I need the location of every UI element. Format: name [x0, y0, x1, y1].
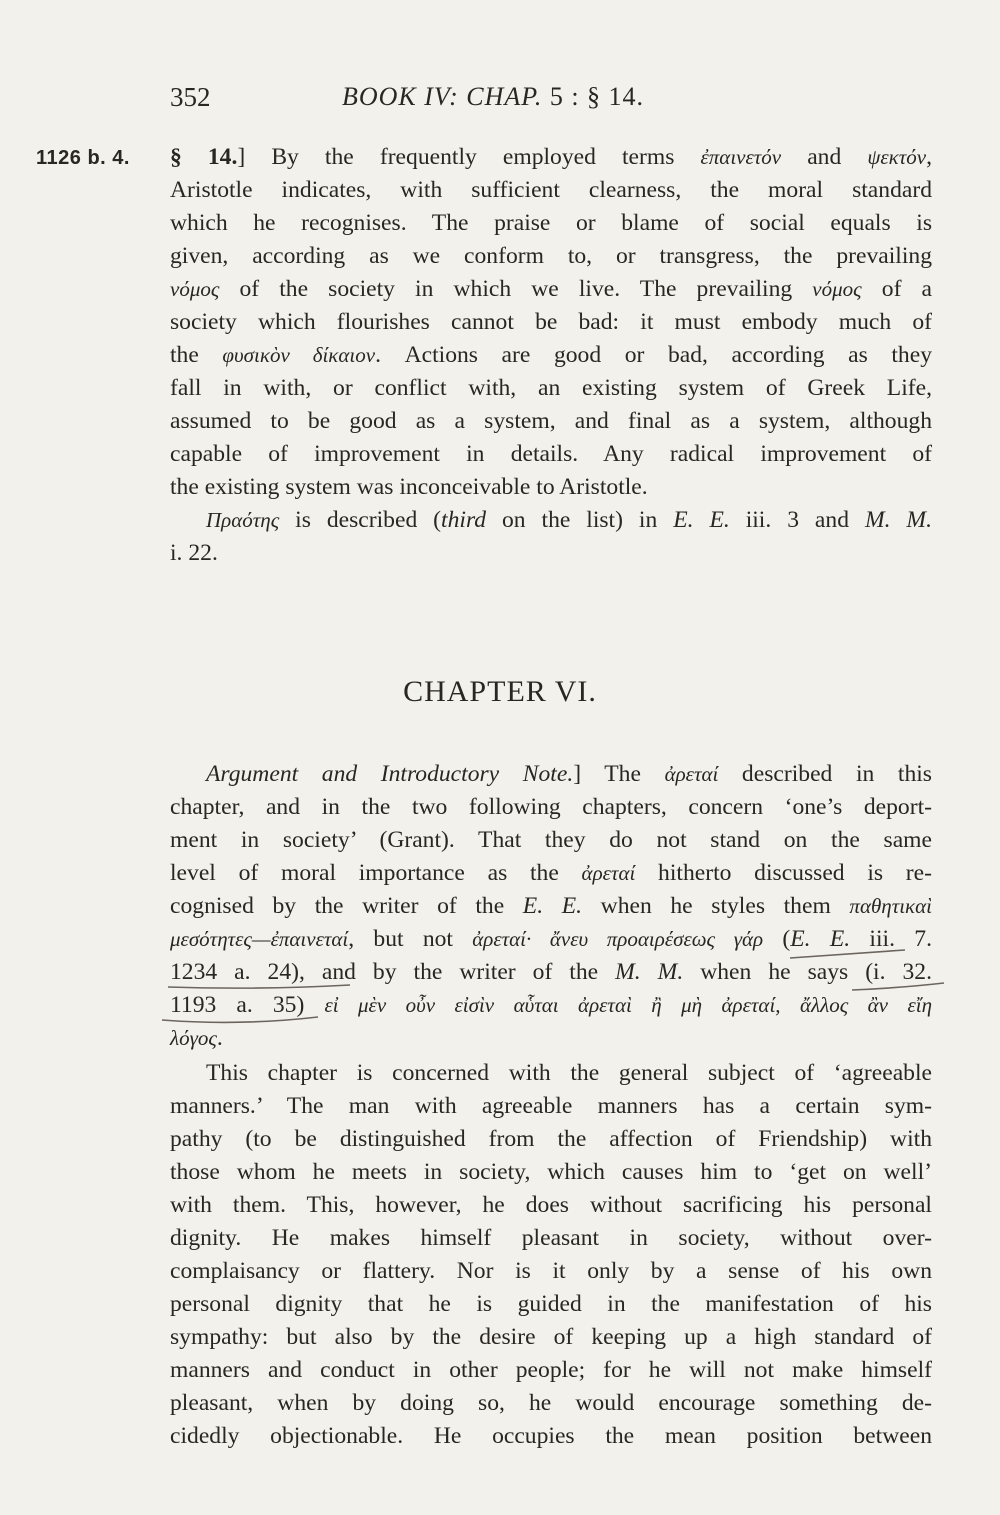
text-line: Aristotle indicates, with sufficient clearness, the moral standard [170, 177, 932, 203]
text-line: cidedly objectionable. He occupies the mean position between [170, 1423, 932, 1449]
text-run: cognised by the writer of the [170, 893, 523, 919]
text-line: i. 22. [170, 540, 218, 566]
text-run: 1234 a. 24), and by the writer of the [170, 959, 616, 985]
text-run: . [216, 1025, 223, 1051]
text-run: . Actions are good or bad, according as they [375, 342, 932, 368]
text-line: society which flourishes cannot be bad: it must embody much of [170, 309, 932, 335]
text-line [170, 923, 932, 956]
greek-term: νόμος [812, 277, 862, 301]
text-line: This chapter is concerned with the general subject of ‘agreeable [206, 1060, 932, 1086]
chapter-title: CHAPTER VI. [403, 675, 597, 708]
text-line: chapter, and in the two following chapters, concern ‘one’s deport- [170, 794, 932, 820]
head-title-prefix: BOOK IV: CHAP. [342, 82, 543, 111]
text-run: hitherto discussed is re- [635, 860, 932, 886]
text-line [170, 956, 932, 989]
text-run: and [781, 144, 868, 170]
text-line: ment in society’ (Grant). That they do not stand on the same [170, 827, 932, 853]
text-line: pleasant, when by doing so, he would encourage something de- [170, 1390, 932, 1416]
text-run: described in this [718, 761, 932, 787]
margin-reference: 1126 b. 4. [36, 147, 130, 169]
text-line: manners and conduct in other people; for he will not make himself [170, 1357, 932, 1383]
italic-text: E. E. [790, 926, 851, 952]
greek-term: ἐπαινετόν [700, 145, 782, 169]
text-line: assumed to be good as a system, and final as a system, although [170, 408, 932, 434]
text-run: of a [861, 276, 932, 302]
greek-term: ἀρεταί [581, 861, 636, 885]
running-head [170, 82, 730, 122]
italic-text: M. M. [864, 507, 932, 533]
greek-term: ἀρεταί· ἄνευ προαιρέσεως γάρ [472, 927, 764, 951]
head-title-chapter: 5 [549, 82, 564, 111]
text-line [170, 890, 932, 923]
text-run: when he says (i. 32. [683, 959, 932, 985]
text-run: iii. 3 and [729, 507, 865, 533]
text-line: sympathy: but also by the desire of keeping up a high standard of [170, 1324, 932, 1350]
text-line: which he recognises. The praise or blame of social equals is [170, 210, 932, 236]
italic-text: third [441, 507, 487, 533]
text-line: those whom he meets in society, which causes him to ‘get on well’ [170, 1159, 932, 1185]
text-line [170, 989, 932, 1022]
section-marker: § 14. [170, 144, 238, 170]
text-line [170, 339, 932, 372]
text-run: on the list) in [486, 507, 674, 533]
agreeable-manners-paragraph [170, 1057, 932, 1453]
argument-paragraph [170, 758, 932, 1055]
text-line: manners.’ The man with agreeable manners has a certain sym- [170, 1093, 932, 1119]
page-number: 352 [170, 82, 211, 112]
text-run: the [170, 342, 223, 368]
text-line [170, 141, 932, 174]
text-run: 1193 a. 35) [170, 992, 325, 1018]
text-run: iii. 7. [850, 926, 932, 952]
greek-term: μεσότητες—ἐπαινεταί [170, 927, 349, 951]
greek-term: φυσικὸν δίκαιον [222, 343, 376, 367]
text-line [170, 857, 932, 890]
text-run: ( [763, 926, 791, 952]
text-line: personal dignity that he is guided in the manifestation of his [170, 1291, 932, 1317]
text-line [170, 1022, 932, 1055]
head-title-section: : § 14. [571, 82, 645, 111]
text-line: given, according as we conform to, or transgress, the prevailing [170, 243, 932, 269]
text-line [170, 273, 932, 306]
greek-term: παθητικαὶ [849, 894, 932, 918]
text-run: , [926, 144, 932, 170]
greek-term: λόγος [170, 1026, 217, 1050]
italic-text: E. E. [522, 893, 583, 919]
text-line: capable of improvement in details. Any radical improvement of [170, 441, 932, 467]
text-line: fall in with, or conflict with, an existing system of Greek Life, [170, 375, 932, 401]
running-head-title [342, 82, 644, 112]
text-run: ] By the frequently employed terms [237, 144, 701, 170]
text-run: ] The [573, 761, 665, 787]
text-run: , but not [348, 926, 473, 952]
italic-text: Argument and Introductory Note. [206, 761, 574, 787]
greek-term: εἰ μὲν οὖν εἰσὶν αὗται ἀρεταὶ ἢ μὴ ἀρεταί, ἄλλος ἂν εἴη [324, 993, 932, 1017]
text-line [170, 758, 932, 791]
text-line: the existing system was inconceivable to Aristotle. [170, 474, 648, 500]
text-run: when he styles them [582, 893, 850, 919]
text-run: level of moral importance as the [170, 860, 582, 886]
text-line: dignity. He makes himself pleasant in society, without over- [170, 1225, 932, 1251]
greek-term: νόμος [170, 277, 220, 301]
greek-term: Πραότης [206, 508, 280, 532]
greek-term: ψεκτόν [867, 145, 927, 169]
text-run: is described ( [279, 507, 442, 533]
text-line: pathy (to be distinguished from the affection of Friendship) with [170, 1126, 932, 1152]
text-run: of the society in which we live. The prevailing [219, 276, 813, 302]
text-line: complaisancy or flattery. Nor is it only by a sense of his own [170, 1258, 932, 1284]
text-line [170, 504, 932, 537]
italic-text: E. E. [673, 507, 730, 533]
italic-text: M. M. [615, 959, 684, 985]
section-14-paragraph [170, 141, 932, 570]
text-line: with them. This, however, he does without sacrificing his personal [170, 1192, 932, 1218]
greek-term: ἀρεταί [664, 762, 719, 786]
